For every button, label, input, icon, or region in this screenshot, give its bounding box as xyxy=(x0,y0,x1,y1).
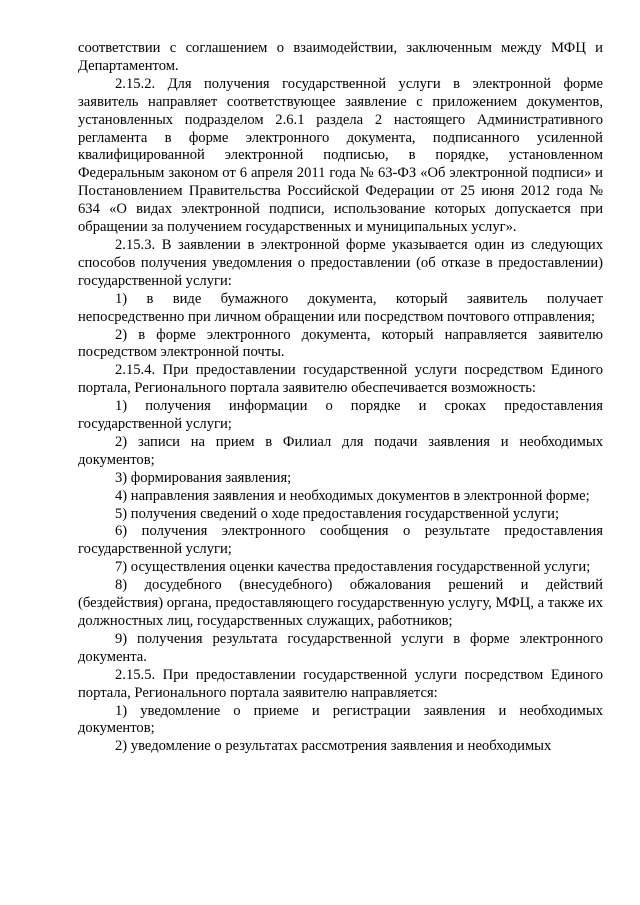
list-item: 7) осуществления оценки качества предоставления государственной услуги; xyxy=(115,559,591,576)
list-item: 2) в форме электронного документа, который направляется заявителю посредством электронной почты. xyxy=(78,326,603,361)
list-item: 2) уведомление о результатах рассмотрения заявления и необходимых xyxy=(115,738,552,755)
list-item: 8) досудебного (внесудебного) обжалования решений и действий (бездействия) органа, предоставляющего государственную услугу, МФЦ, а также их должностных лиц, государственных служащих, работников; xyxy=(78,577,603,629)
paragraph-continuation: соответствии с соглашением о взаимодействии, заключенным между МФЦ и Департаментом. xyxy=(78,40,603,74)
document-page xyxy=(78,40,603,756)
paragraph-2-15-3: 2.15.3. В заявлении в электронной форме указывается один из следующих способов получения уведомления о предоставлении (об отказе в предоставлении) государственной услуги: xyxy=(78,236,603,289)
list-item: 1) получения информации о порядке и сроках предоставления государственной услуги; xyxy=(78,398,603,433)
list-item: 3) формирования заявления; xyxy=(115,469,292,486)
list-item: 9) получения результата государственной услуги в форме электронного документа. xyxy=(78,630,603,665)
list-item: 6) получения электронного сообщения о результате предоставления государственной услуги; xyxy=(78,523,603,558)
paragraph-2-15-5: 2.15.5. При предоставлении государственной услуги посредством Единого портала, Регионального портала заявителю направляется: xyxy=(78,666,603,701)
list-item: 5) получения сведений о ходе предоставления государственной услуги; xyxy=(115,505,560,522)
list-item: 1) уведомление о приеме и регистрации заявления и необходимых документов; xyxy=(78,702,603,737)
paragraph-2-15-2: 2.15.2. Для получения государственной услуги в электронной форме заявитель направляет соответствующее заявление с приложением документов, установленных подразделом 2.6.1 раздела 2 настоящего Административного регламента в форме электронного документа, подписанного усиленной квалифицированной электронной подписью, в порядке, установленном Федеральным законом от 6 апреля 2011 года № 63-ФЗ «Об электронной подписи» и Постановлением Правительства Российской Федерации от 25 июня 2012 года № 634 «О видах электронной подписи, использование которых допускается при обращении за получением государственных и муниципальных услуг». xyxy=(78,75,603,236)
paragraph-2-15-4: 2.15.4. При предоставлении государственной услуги посредством Единого портала, Регионального портала заявителю обеспечивается возможность: xyxy=(78,362,603,397)
list-item: 4) направления заявления и необходимых документов в электронной форме; xyxy=(115,487,590,504)
list-item: 2) записи на прием в Филиал для подачи заявления и необходимых документов; xyxy=(78,433,603,468)
list-item: 1) в виде бумажного документа, который заявитель получает непосредственно при личном обращении или посредством почтового отправления; xyxy=(78,290,603,325)
